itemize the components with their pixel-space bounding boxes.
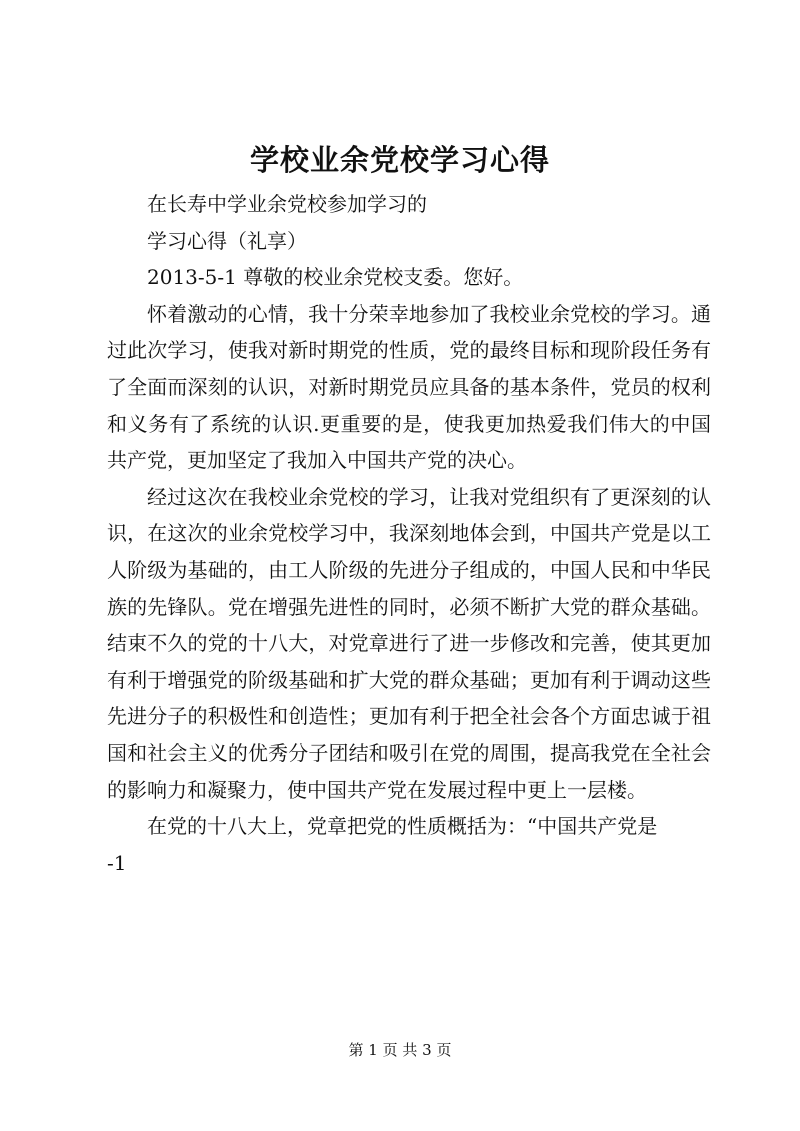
paragraph: 在长寿中学业余党校参加学习的 <box>147 192 427 216</box>
paragraph: 在党的十八大上，党章把党的性质概括为：“中国共产党是 <box>147 814 658 839</box>
paragraph: -1 <box>107 850 127 875</box>
paragraph: 经过这次在我校业余党校的学习，让我对党组织有了更深刻的认识，在这次的业余党校学习中，我深刻地体会到，中国共产党是以工人阶级为基础的，由工人阶级的先进分子组成的，中国人民和中华民族的先锋队。党在增强先进性的同时，必须不断扩大党的群众基础。结束不久的党的十八大，对党章进行了进一步修改和完善，使其更加有利于增强党的阶级基础和扩大党的群众基础；更加有利于调动这些先进分子的积极性和创造性；更加有利于把全社会各个方面忠诚于祖国和社会主义的优秀分子团结和吸引在党的周围，提高我党在全社会的影响力和凝聚力，使中国共产党在发展过程中更上一层楼。 <box>107 484 711 802</box>
document-title: 学校业余党校学习心得 <box>249 143 550 177</box>
page-number: 第 1 页 共 3 页 <box>348 1041 452 1059</box>
paragraph: 怀着激动的心情，我十分荣幸地参加了我校业余党校的学习。通过此次学习，使我对新时期党的性质，党的最终目标和现阶段任务有了全面而深刻的认识，对新时期党员应具备的基本条件，党员的权利和义务有了系统的认识.更重要的是，使我更加热爱我们伟大的中国共产党，更加坚定了我加入中国共产党的决心。 <box>107 301 711 473</box>
paragraph: 学习心得（礼享） <box>147 228 307 253</box>
document-body <box>107 186 711 881</box>
paragraph: 2013-5-1 尊敬的校业余党校支委。您好。 <box>147 265 524 290</box>
